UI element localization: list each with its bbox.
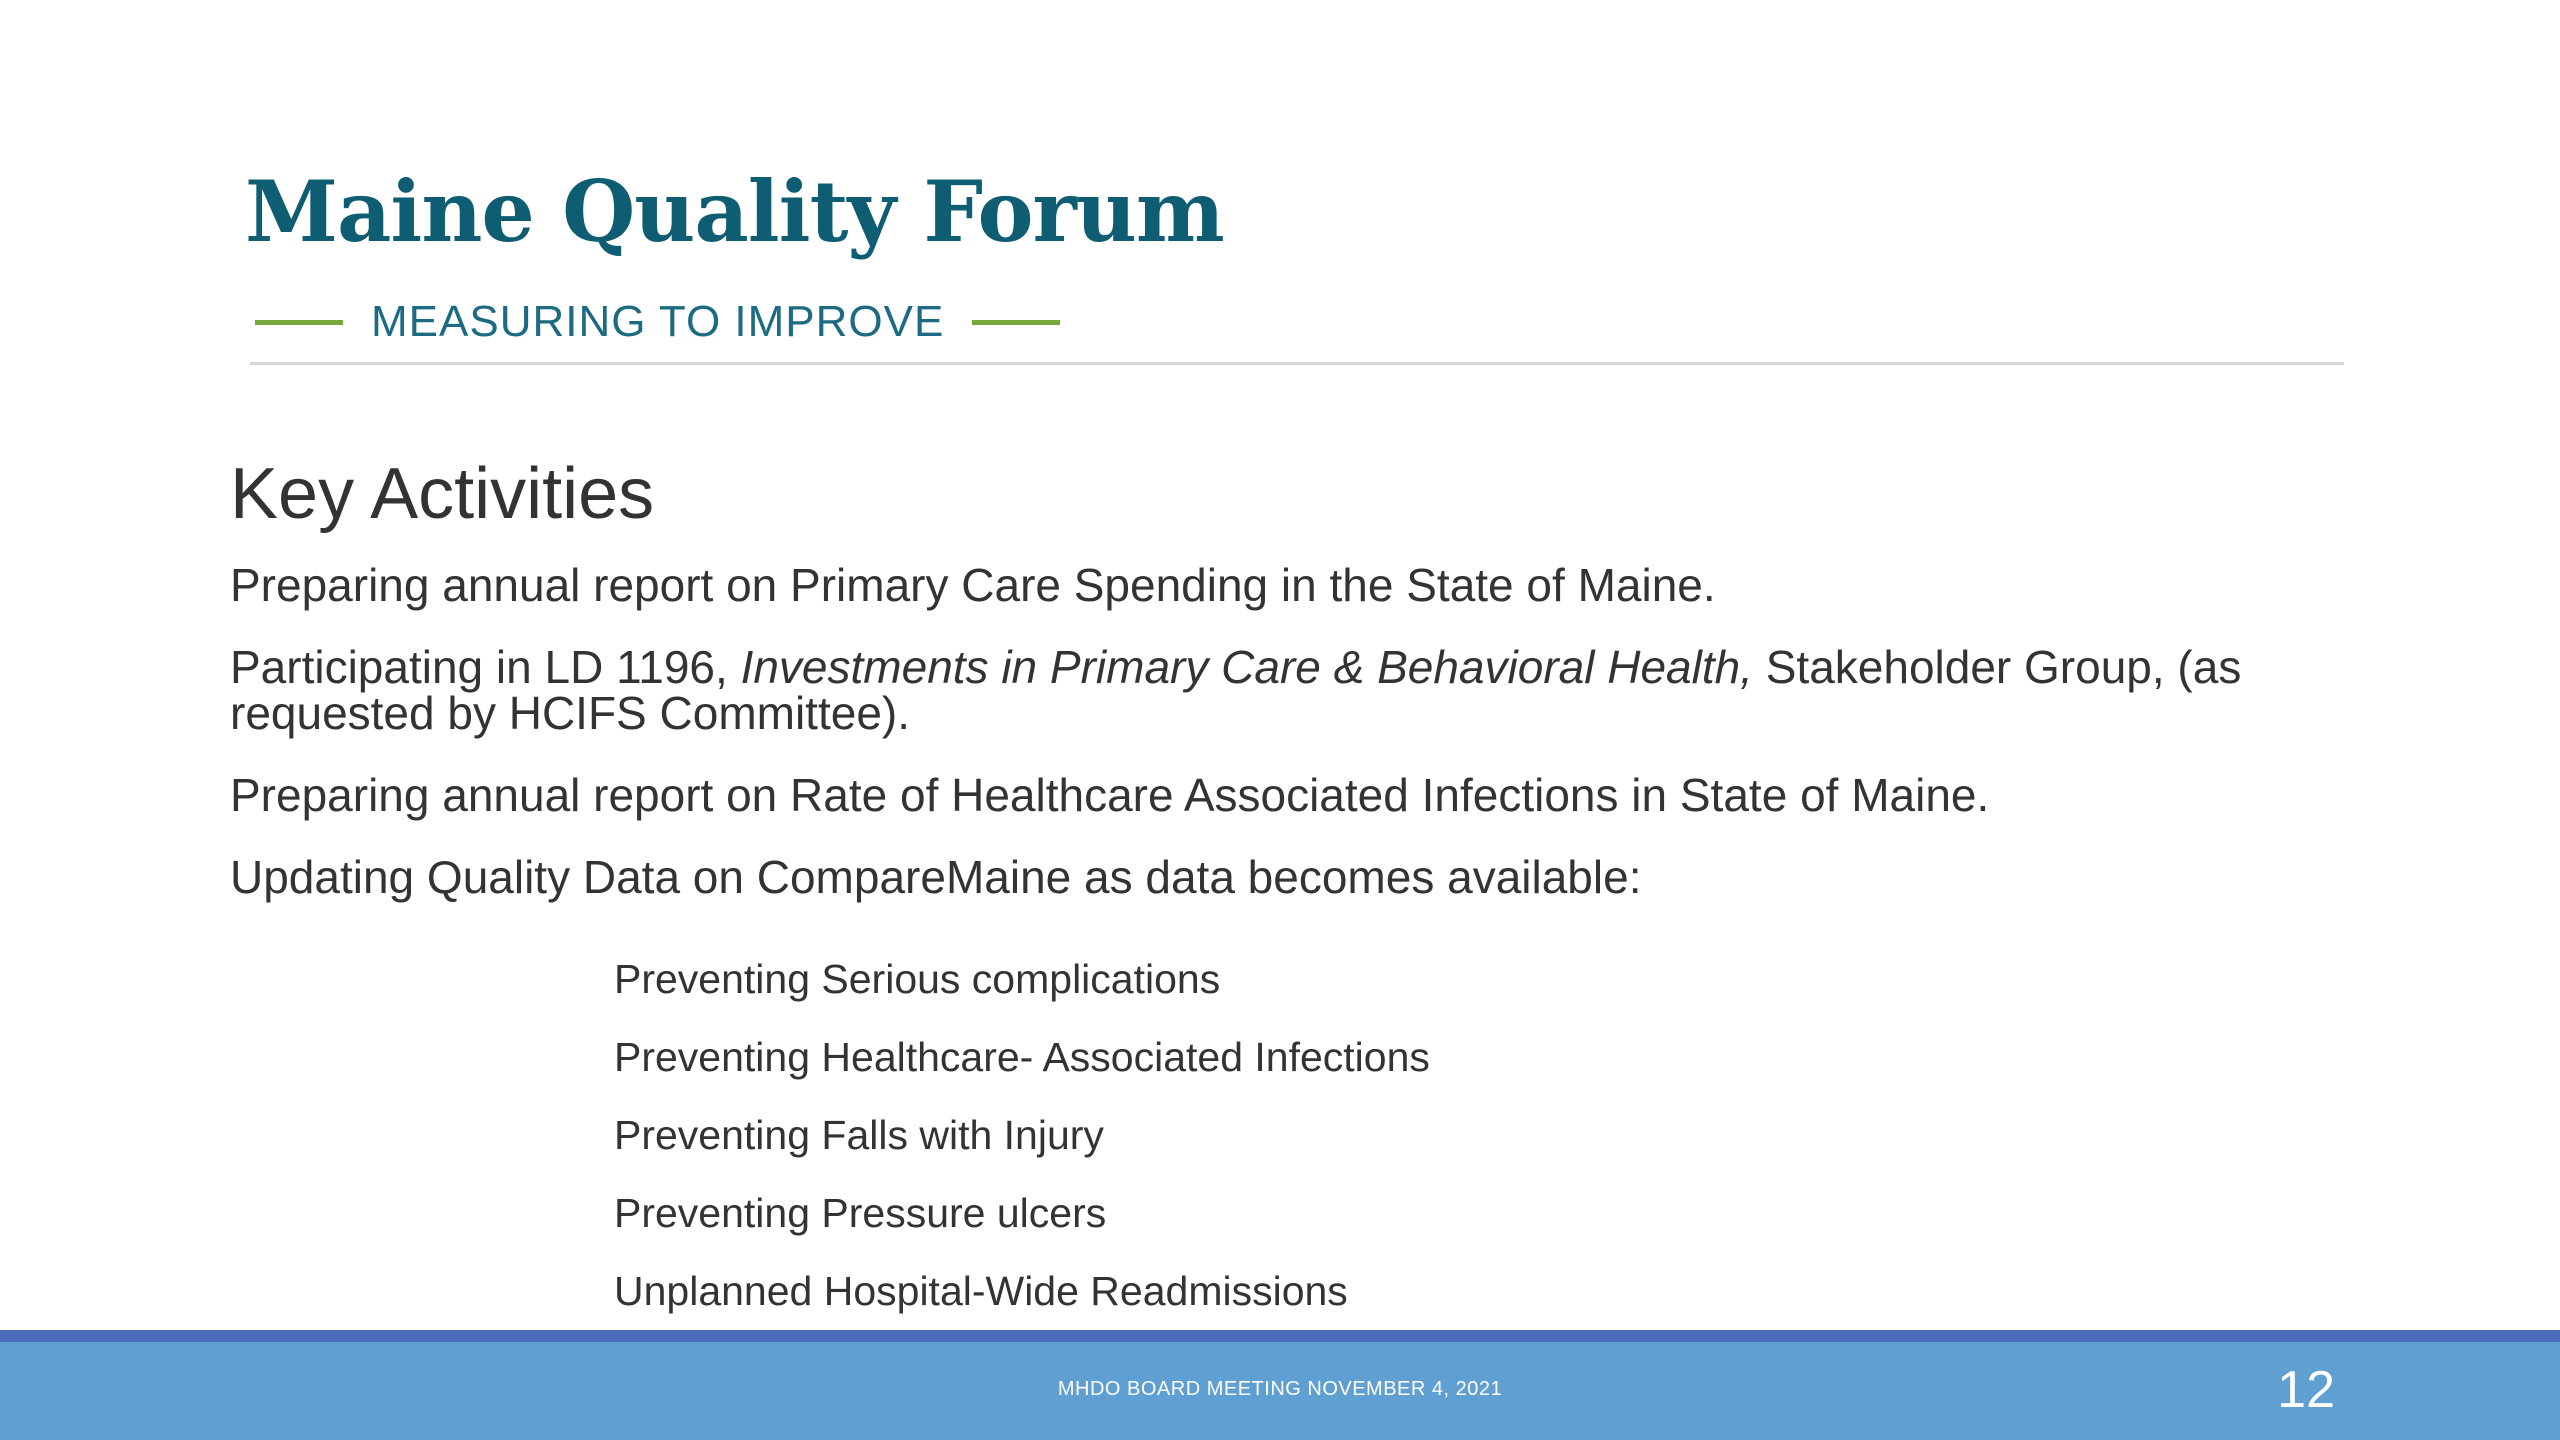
logo-tagline-row (255, 292, 1060, 352)
footer-accent-bar (0, 1330, 2560, 1342)
logo-title: Maine Quality Forum (245, 162, 1224, 261)
sub-bullet-item: Unplanned Hospital-Wide Readmissions (614, 1268, 1348, 1314)
bullet-list (230, 559, 2350, 936)
logo-rule-left (255, 320, 343, 325)
bullet-item: Updating Quality Data on CompareMaine as data becomes available: (230, 851, 1642, 903)
logo-tagline: MEASURING TO IMPROVE (371, 297, 945, 346)
sub-bullet-item: Preventing Falls with Injury (614, 1112, 1104, 1158)
slide-title: Key Activities (230, 454, 655, 534)
bullet-text: Stakeholder Group, (as requested by HCIFS Committee). (230, 641, 2242, 739)
header-divider (250, 362, 2344, 365)
sub-bullet-list (614, 940, 1430, 1330)
bullet-item: Preparing annual report on Primary Care Spending in the State of Maine. (230, 559, 1716, 611)
bullet-text: Participating in LD 1196, (230, 641, 741, 693)
sub-bullet-item: Preventing Healthcare- Associated Infections (614, 1034, 1430, 1080)
page-number: 12 (2277, 1361, 2335, 1419)
sub-bullet-item: Preventing Pressure ulcers (614, 1190, 1107, 1236)
footer-text: MHDO BOARD MEETING NOVEMBER 4, 2021 (1057, 1378, 1503, 1400)
footer (0, 1342, 2560, 1440)
bullet-item: Preparing annual report on Rate of Healthcare Associated Infections in State of Maine. (230, 769, 1990, 821)
bullet-italic-text: Investments in Primary Care & Behavioral Health, (740, 641, 1753, 693)
sub-bullet-item: Preventing Serious complications (614, 956, 1221, 1002)
bullet-item (230, 641, 2350, 739)
logo-rule-right (972, 320, 1060, 325)
